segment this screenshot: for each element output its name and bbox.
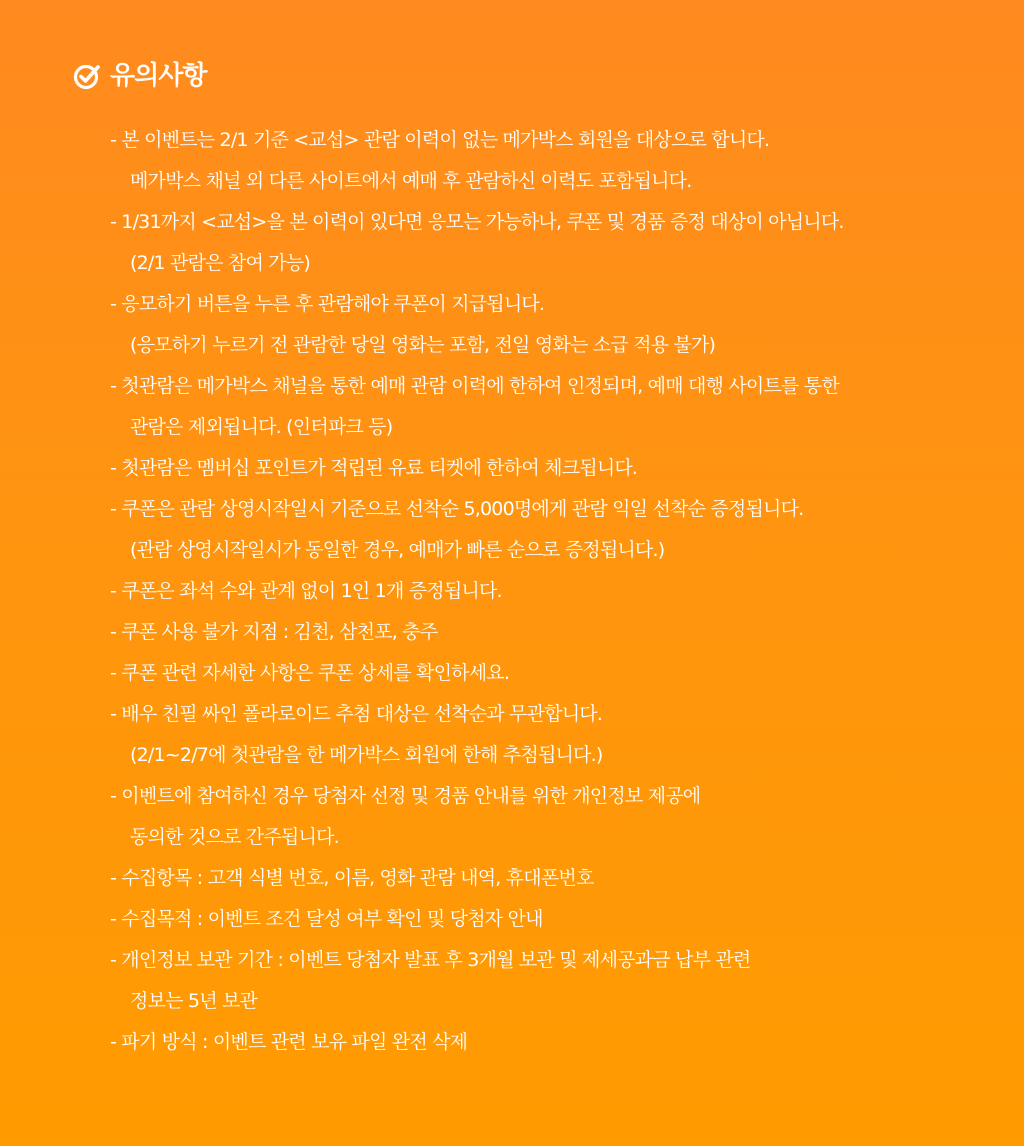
notice-header bbox=[72, 56, 206, 96]
notice-line: (응모하기 누르기 전 관람한 당일 영화는 포함, 전일 영화는 소급 적용 불가) bbox=[130, 334, 716, 356]
notice-line: - 첫관람은 메가박스 채널을 통한 예매 관람 이력에 한하여 인정되며, 예매 대행 사이트를 통한 bbox=[110, 366, 990, 407]
notice-item bbox=[110, 694, 990, 776]
notice-line: (2/1 관람은 참여 가능) bbox=[130, 252, 311, 274]
notice-line: - 1/31까지 <교섭>을 본 이력이 있다면 응모는 가능하나, 쿠폰 및 경품 증정 대상이 아닙니다. bbox=[110, 202, 990, 243]
notice-item bbox=[110, 899, 990, 940]
notice-item bbox=[110, 120, 990, 202]
notice-item bbox=[110, 366, 990, 448]
notice-line: - 응모하기 버튼을 누른 후 관람해야 쿠폰이 지급됩니다. bbox=[110, 284, 990, 325]
notice-line: - 개인정보 보관 기간 : 이벤트 당첨자 발표 후 3개월 보관 및 제세공과금 납부 관련 bbox=[110, 940, 990, 981]
check-circle-icon bbox=[72, 61, 102, 91]
notice-line: - 첫관람은 멤버십 포인트가 적립된 유료 티켓에 한하여 체크됩니다. bbox=[110, 448, 990, 489]
notice-item bbox=[110, 612, 990, 653]
notice-line: (2/1~2/7에 첫관람을 한 메가박스 회원에 한해 추첨됩니다.) bbox=[130, 744, 603, 766]
notice-line: 관람은 제외됩니다. (인터파크 등) bbox=[130, 416, 393, 438]
notice-line: - 수집목적 : 이벤트 조건 달성 여부 확인 및 당첨자 안내 bbox=[110, 899, 990, 940]
notice-item bbox=[110, 448, 990, 489]
notice-item bbox=[110, 653, 990, 694]
notice-item bbox=[110, 858, 990, 899]
notice-item bbox=[110, 1022, 990, 1063]
notice-line: - 본 이벤트는 2/1 기준 <교섭> 관람 이력이 없는 메가박스 회원을 대상으로 합니다. bbox=[110, 120, 990, 161]
notice-list bbox=[110, 120, 990, 1063]
notice-line: 동의한 것으로 간주됩니다. bbox=[130, 826, 339, 848]
notice-item bbox=[110, 940, 990, 1022]
notice-line: - 배우 친필 싸인 폴라로이드 추첨 대상은 선착순과 무관합니다. bbox=[110, 694, 990, 735]
notice-line: (관람 상영시작일시가 동일한 경우, 예매가 빠른 순으로 증정됩니다.) bbox=[130, 539, 665, 561]
notice-line: - 파기 방식 : 이벤트 관련 보유 파일 완전 삭제 bbox=[110, 1022, 990, 1063]
notice-line: - 수집항목 : 고객 식별 번호, 이름, 영화 관람 내역, 휴대폰번호 bbox=[110, 858, 990, 899]
notice-item bbox=[110, 571, 990, 612]
notice-title: 유의사항 bbox=[110, 61, 207, 91]
notice-line: - 이벤트에 참여하신 경우 당첨자 선정 및 경품 안내를 위한 개인정보 제공에 bbox=[110, 776, 990, 817]
notice-line: - 쿠폰 사용 불가 지점 : 김천, 삼천포, 충주 bbox=[110, 612, 990, 653]
notice-line: 메가박스 채널 외 다른 사이트에서 예매 후 관람하신 이력도 포함됩니다. bbox=[130, 170, 692, 192]
notice-item bbox=[110, 489, 990, 571]
notice-item bbox=[110, 284, 990, 366]
notice-item bbox=[110, 776, 990, 858]
notice-line: - 쿠폰 관련 자세한 사항은 쿠폰 상세를 확인하세요. bbox=[110, 653, 990, 694]
notice-line: 정보는 5년 보관 bbox=[130, 990, 258, 1012]
notice-line: - 쿠폰은 좌석 수와 관계 없이 1인 1개 증정됩니다. bbox=[110, 571, 990, 612]
notice-item bbox=[110, 202, 990, 284]
notice-line: - 쿠폰은 관람 상영시작일시 기준으로 선착순 5,000명에게 관람 익일 선착순 증정됩니다. bbox=[110, 489, 990, 530]
